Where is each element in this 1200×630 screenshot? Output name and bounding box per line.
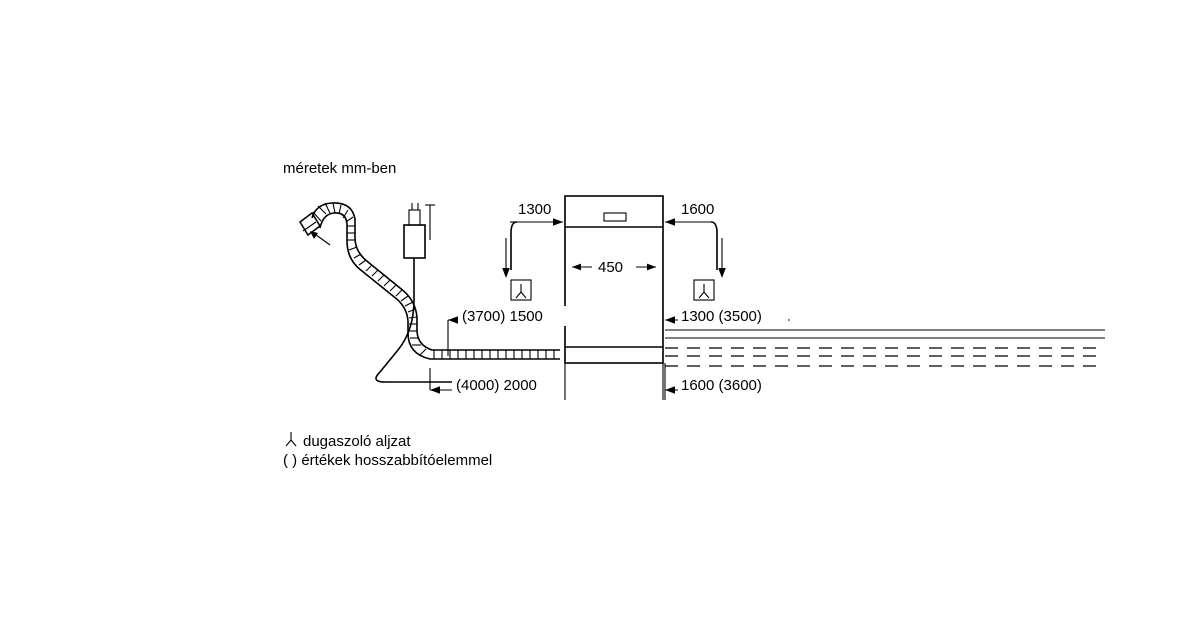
right-bottom-label: 1600 (3600)	[681, 377, 762, 394]
diagram-title: méretek mm-ben	[283, 160, 397, 177]
right-bottom-dimension	[665, 363, 790, 400]
width-label: 450	[598, 259, 624, 276]
left-mid-label: (3700) 1500	[462, 308, 543, 325]
right-mid-dimension	[665, 306, 790, 326]
power-cable-plug	[376, 203, 560, 382]
socket-icon	[286, 432, 296, 446]
legend-item-socket: dugaszoló aljzat	[303, 433, 411, 450]
legend-item-extension: ( ) értékek hosszabbítóelemmel	[283, 452, 493, 469]
right-socket-symbol	[694, 280, 714, 300]
right-hose-routing	[665, 201, 726, 278]
appliance-outline	[565, 196, 663, 363]
legend	[283, 432, 492, 469]
right-hose-top-label: 1600	[681, 201, 715, 218]
left-hose-top-label: 1300	[518, 201, 552, 218]
right-mid-label: 1300 (3500)	[681, 308, 762, 325]
right-supply-lines	[665, 330, 1105, 366]
left-mid-dimension	[448, 306, 568, 356]
left-hose-routing	[502, 201, 563, 278]
left-socket-symbol	[511, 280, 531, 300]
left-bottom-label: (4000) 2000	[456, 377, 537, 394]
width-dimension-450	[572, 258, 656, 276]
